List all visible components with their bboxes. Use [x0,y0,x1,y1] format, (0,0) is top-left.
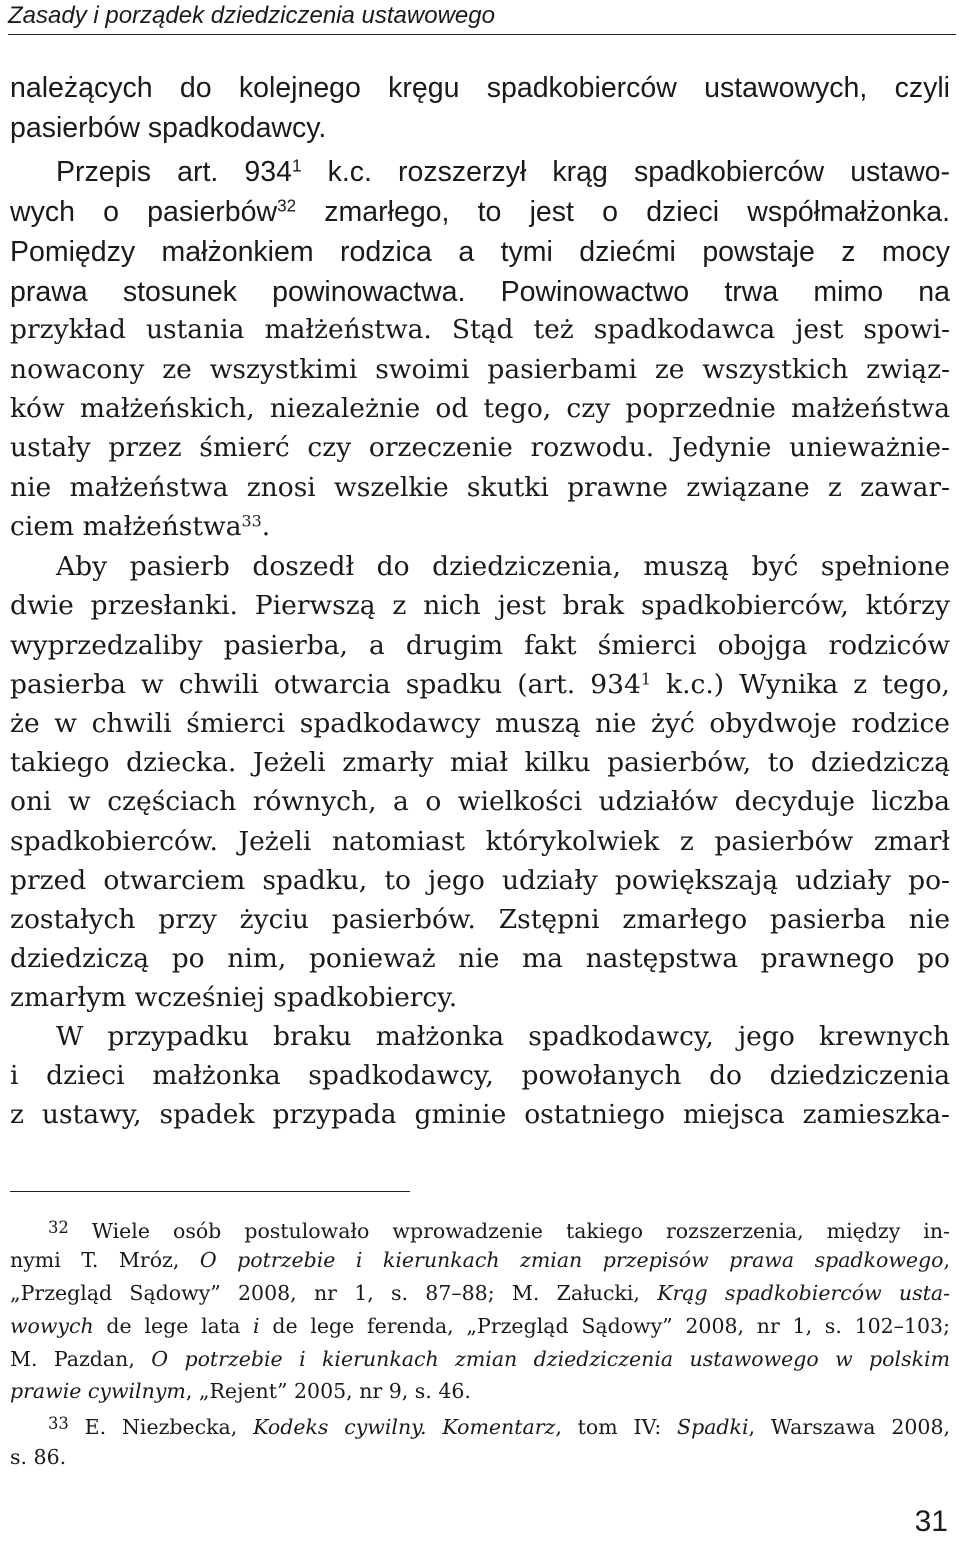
footnote-number: 33 [48,1414,69,1433]
footnote-line: s. 86. [10,1445,67,1469]
body-line: Pomiędzy małżonkiem rodzica a tymi dziećmi powstaje z mocy [10,236,950,268]
footnote-line: prawie cywilnym, „Rejent” 2005, nr 9, s. 46. [10,1379,471,1403]
running-header [8,0,956,35]
body-line: zostałych przy życiu pasierbów. Zstępni zmarłego pasierba nie [10,904,950,935]
body-line: dziedziczą po nim, ponieważ nie ma następstwa prawnego po [10,943,950,974]
footnote-line: nymi T. Mróz, O potrzebie i kierunkach zmian przepisów prawa spadkowego, [10,1248,950,1272]
body-line: dwie przesłanki. Pierwszą z nich jest brak spadkobierców, którzy [10,590,950,621]
footnote-33: $^{33}$ E. Niezbecka, Kodeks cywilny. Komentarz, tom IV: Spadki, Warszawa 2008, [48,1414,951,1439]
body-line: nie małżeństwa znosi wszelkie skutki prawne związane z zawar- [10,472,950,503]
body-line: spadkobierców. Jeżeli natomiast którykolwiek z pasierbów zmarł [10,826,950,857]
footnote-line: M. Pazdan, O potrzebie i kierunkach zmian dziedziczenia ustawowego w polskim [10,1347,951,1371]
body-line: pasierbów spadkodawcy. [10,112,327,144]
superscript: 1 [291,156,302,176]
body-line: W przypadku braku małżonka spadkodawcy, jego krewnych [56,1021,950,1052]
body-line: oni w częściach równych, a o wielkości udziałów decyduje liczba [10,786,950,817]
body-line: ków małżeńskich, niezależnie od tego, czy poprzednie małżeństwa [10,393,950,424]
body-line: należących do kolejnego kręgu spadkobierców ustawowych, czyli [10,72,950,104]
running-header-title: Zasady i porządek dziedziczenia ustawowego [8,2,495,29]
footnote-line: wowych de lege lata i de lege ferenda, „Przegląd Sądowy” 2008, nr 1, s. 102–103; [10,1314,950,1338]
body-line: Przepis art. $934^1$ k.c. rozszerzył krąg spadkobierców ustawo- [56,156,950,188]
body-line: ustały przez śmierć czy orzeczenie rozwodu. Jedynie unieważnie- [10,432,950,463]
body-line: Aby pasierb doszedł do dziedziczenia, muszą być spełnione [56,551,950,582]
body-line: pasierba w chwili otwarcia spadku (art. $934^1$ k.c.) Wynika z tego, [10,669,950,700]
body-line: przed otwarciem spadku, to jego udziały powiększają udziały po- [10,865,950,896]
footnote-line: „Przegląd Sądowy” 2008, nr 1, s. 87–88; M. Załucki, Krąg spadkobierców usta- [10,1281,950,1305]
body-line: i dzieci małżonka spadkodawcy, powołanych do dziedziczenia [10,1060,950,1091]
body-line: zmarłym wcześniej spadkobiercy. [10,982,458,1013]
footnote-separator [10,1191,410,1192]
page-number: 31 [914,1505,948,1538]
body-line: prawa stosunek powinowactwa. Powinowactwo trwa mimo na [10,276,950,308]
body-line: przykład ustania małżeństwa. Stąd też spadkodawca jest spowi- [10,314,950,345]
superscript: 1 [640,669,651,689]
body-line: ciem małżeństwa$^{33}$. [10,511,271,542]
body-line: że w chwili śmierci spadkodawcy muszą nie żyć obydwoje rodzice [10,708,950,739]
body-line: wych o pasierbów$^{32}$ zmarłego, to jest o dzieci współmałżonka. [10,196,951,228]
body-line: z ustawy, spadek przypada gminie ostatniego miejsca zamieszka- [10,1099,950,1130]
footnote-32: $^{32}$ Wiele osób postulowało wprowadzenie takiego rozszerzenia, między in- [48,1218,950,1243]
body-line: takiego dziecka. Jeżeli zmarły miał kilku pasierbów, to dziedziczą [10,747,950,778]
body-line: wyprzedzaliby pasierba, a drugim fakt śmierci obojga rodziców [10,630,950,661]
body-line: nowacony ze wszystkimi swoimi pasierbami ze wszystkich związ- [10,354,950,385]
footnote-number: 32 [48,1218,69,1237]
footnote-ref-32[interactable]: 32 [277,196,297,216]
footnote-ref-33[interactable]: 33 [241,511,262,531]
